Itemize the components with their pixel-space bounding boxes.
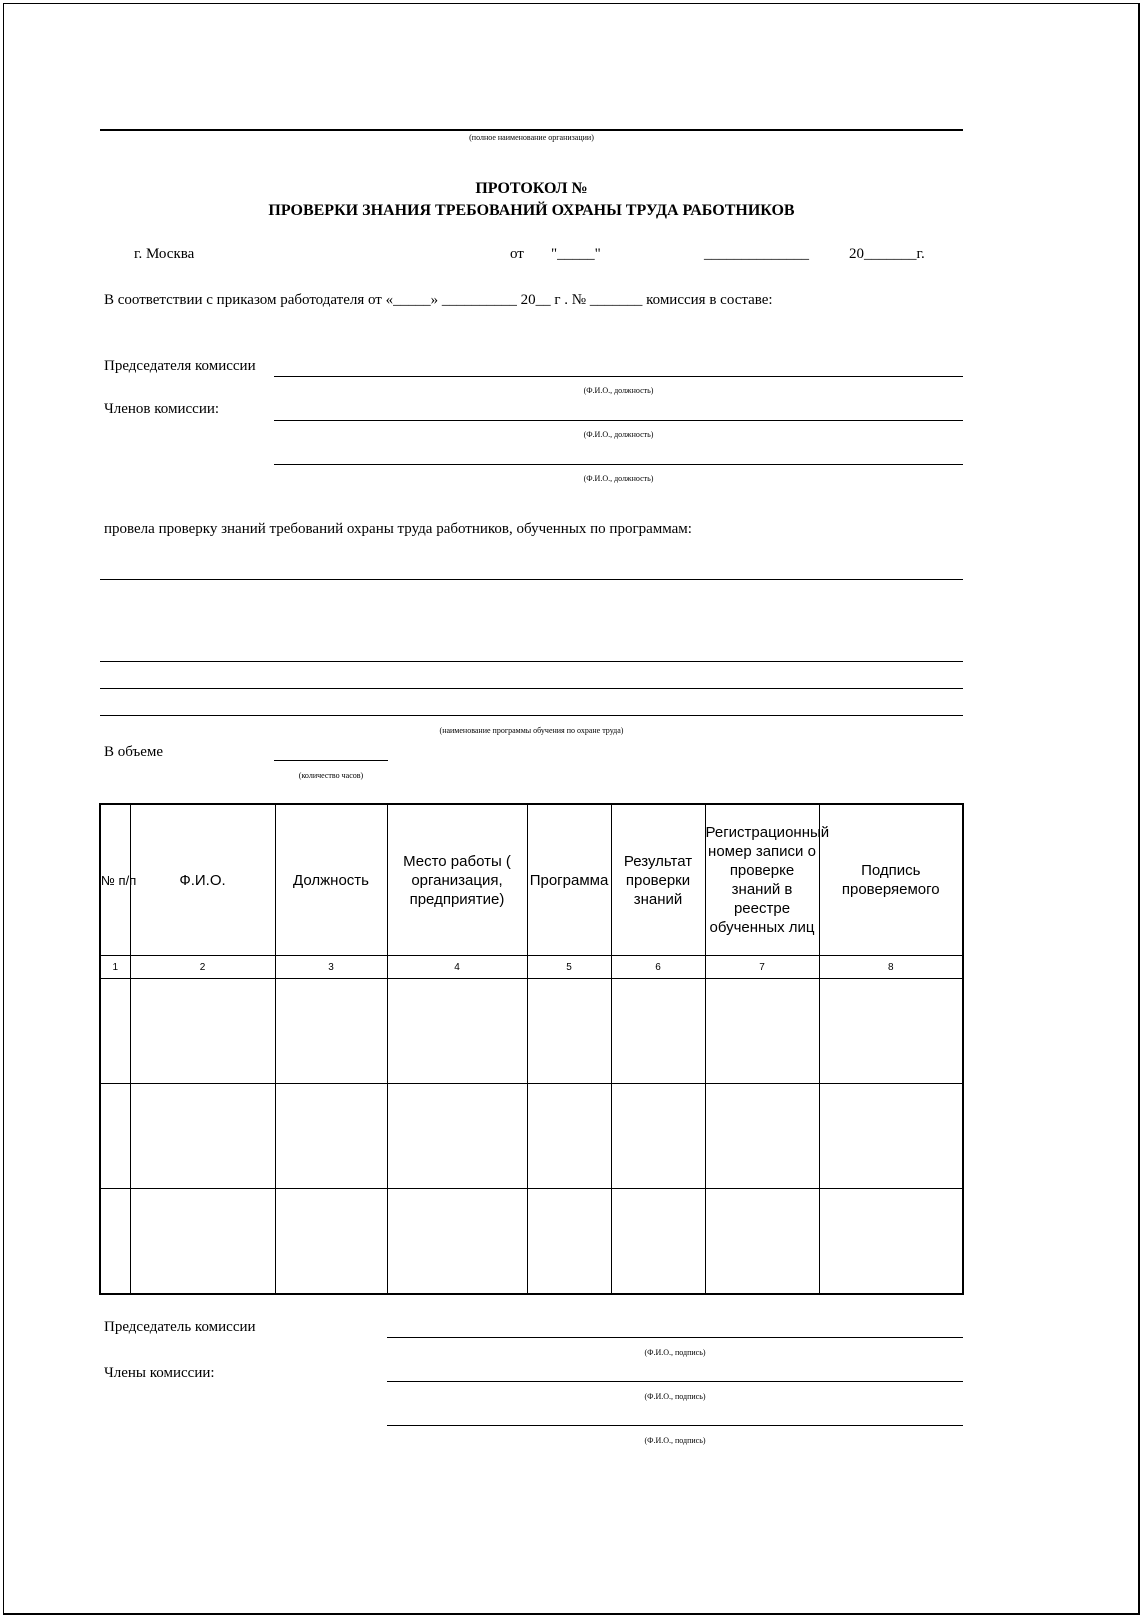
table-cell [819,979,963,1084]
hours-caption: (количество часов) [298,771,364,780]
organization-name-line [100,129,963,131]
member-sign-caption-1: (Ф.И.О., подпись) [644,1392,706,1401]
member-line-1 [274,420,963,421]
table-cell [130,1084,275,1189]
col-signature-header: Подпись проверяемого [819,804,963,956]
chairman-sign-line [387,1337,963,1338]
table-cell [611,1084,705,1189]
members-label: Членов комиссии: [104,401,220,417]
chairman-label: Председателя комиссии [104,358,256,374]
col-number-index: 1 [100,956,130,979]
hours-line [274,760,388,761]
col-registry-index: 7 [705,956,819,979]
table-cell [527,979,611,1084]
check-text: провела проверку знаний требований охраны труда работников, обученных по программам: [104,521,692,537]
table-cell [275,979,387,1084]
table-row [100,1084,963,1189]
col-workplace-header: Место работы ( организация, предприятие) [387,804,527,956]
table-header-row [100,804,963,956]
table-cell [705,1084,819,1189]
col-result-index: 6 [611,956,705,979]
protocol-title: ПРОТОКОЛ № [475,180,588,197]
table-cell [275,1084,387,1189]
volume-label: В объеме [104,744,164,760]
protocol-subtitle: ПРОВЕРКИ ЗНАНИЯ ТРЕБОВАНИЙ ОХРАНЫ ТРУДА РАБОТНИКОВ [268,202,795,219]
table-cell [611,1189,705,1295]
program-line-1 [100,579,963,580]
chairman-line [274,376,963,377]
table-cell [387,979,527,1084]
members-sign-label: Члены комиссии: [104,1365,215,1381]
city: г. Москва [134,246,195,262]
table-cell [130,979,275,1084]
col-fio-index: 2 [130,956,275,979]
col-result-header: Результат проверки знаний [611,804,705,956]
col-registry-header: Регистрационный номер записи о проверке знаний в реестре обученных лиц [705,804,819,956]
table-cell [527,1189,611,1295]
order-text: В соответствии с приказом работодателя от «_____» __________ 20__ г . № _______ комиссия в составе: [104,292,773,308]
results-table [99,803,964,1295]
col-program-index: 5 [527,956,611,979]
col-program-header: Программа [527,804,611,956]
table-cell [705,979,819,1084]
program-caption: (наименование программы обучения по охране труда) [439,726,624,735]
program-line-3 [100,688,963,689]
member-caption-2: (Ф.И.О., должность) [583,474,654,483]
col-position-header: Должность [275,804,387,956]
member-sign-caption-2: (Ф.И.О., подпись) [644,1436,706,1445]
member-sign-line-1 [387,1381,963,1382]
table-cell [275,1189,387,1295]
table-cell [819,1084,963,1189]
program-line-2 [100,661,963,662]
organization-caption: (полное наименование организации) [469,133,594,142]
date-from-label: от [510,246,524,262]
date-day: "_____" [551,246,601,262]
table-cell [100,1084,130,1189]
table-cell [611,979,705,1084]
table-cell [387,1084,527,1189]
table-cell [819,1189,963,1295]
chairman-caption: (Ф.И.О., должность) [583,386,654,395]
col-fio-header: Ф.И.О. [130,804,275,956]
table-row [100,1189,963,1295]
member-line-2 [274,464,963,465]
table-number-row [100,956,963,979]
col-workplace-index: 4 [387,956,527,979]
table-row [100,979,963,1084]
program-line-4 [100,715,963,716]
col-signature-index: 8 [819,956,963,979]
member-caption-1: (Ф.И.О., должность) [583,430,654,439]
chairman-sign-caption: (Ф.И.О., подпись) [644,1348,706,1357]
date-year: 20_______г. [849,246,925,262]
table-cell [705,1189,819,1295]
table-cell [100,1189,130,1295]
member-sign-line-2 [387,1425,963,1426]
table-cell [130,1189,275,1295]
table-cell [387,1189,527,1295]
col-position-index: 3 [275,956,387,979]
table-cell [527,1084,611,1189]
date-month: ______________ [704,246,809,262]
col-number-header: № п/п [100,804,130,956]
table-cell [100,979,130,1084]
chairman-sign-label: Председатель комиссии [104,1319,256,1335]
